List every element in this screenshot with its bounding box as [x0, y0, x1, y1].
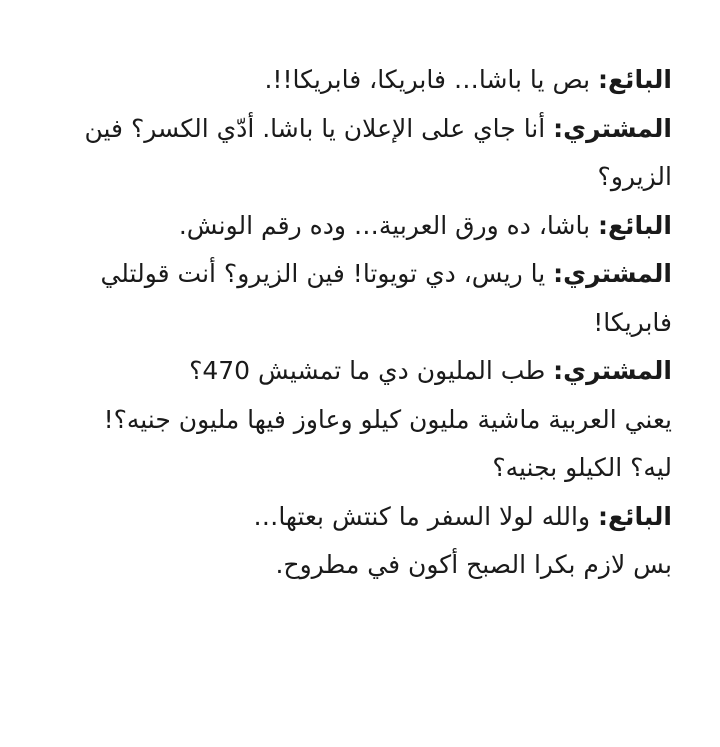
speaker-label: البائع:	[597, 210, 672, 240]
speaker-label: البائع:	[597, 501, 672, 531]
dialogue-line	[40, 541, 672, 590]
line-text: باشا، ده ورق العربية… وده رقم الونش.	[178, 210, 598, 240]
line-text: والله لولا السفر ما كنتش بعتها…	[253, 501, 598, 531]
speaker-label: المشتري:	[553, 259, 672, 288]
dialogue-line	[40, 250, 672, 347]
line-text: طب المليون دي ما تمشيش 470؟	[189, 356, 554, 385]
dialogue-line	[40, 396, 672, 445]
line-text: بص يا باشا… فابريكا، فابريكا!!.	[264, 65, 598, 94]
speaker-label: المشتري:	[553, 356, 672, 385]
dialogue-line	[40, 56, 672, 105]
dialogue-line	[40, 105, 672, 202]
dialogue-line	[40, 347, 672, 396]
line-text: يعني العربية ماشية مليون كيلو وعاوز فيها مليون جنيه؟!	[103, 404, 672, 434]
dialogue-line	[40, 493, 672, 542]
dialogue-text	[40, 56, 672, 590]
speaker-label: المشتري:	[553, 113, 672, 143]
dialogue-line	[40, 444, 672, 493]
line-text: بس لازم بكرا الصبح أكون في مطروح.	[275, 550, 672, 579]
speaker-label: البائع:	[597, 65, 672, 94]
dialogue-line	[40, 202, 672, 251]
line-text: يا ريس، دي تويوتا! فين الزيرو؟ أنت قولتلي فابريكا!	[100, 259, 672, 337]
line-text: ليه؟ الكيلو بجنيه؟	[492, 453, 672, 482]
line-text: أنا جاي على الإعلان يا باشا. أدّي الكسر؟ فين الزيرو؟	[84, 113, 672, 191]
